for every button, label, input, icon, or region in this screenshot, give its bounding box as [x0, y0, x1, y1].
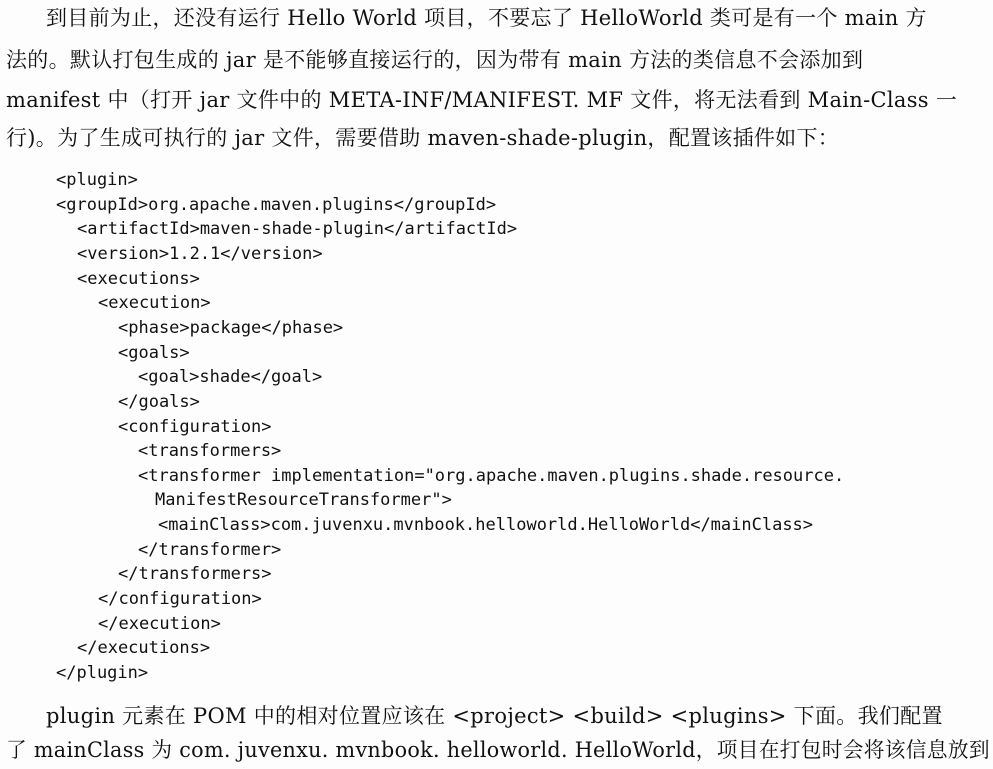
code-line-9: <goal>shade</goal> — [138, 367, 323, 387]
code-line-13: <transformer implementation="org.apache.maven.plugins.shade.resource. — [138, 466, 845, 486]
code-line-2: <groupId>org.apache.maven.plugins</groupId> — [56, 195, 497, 215]
code-line-5: <executions> — [77, 269, 200, 289]
code-line-6: <execution> — [98, 293, 211, 313]
code-line-8: <goals> — [118, 343, 190, 363]
intro-line-4: 行)。为了生成可执行的 jar 文件，需要借助 maven-shade-plugin，配置该插件如下： — [6, 126, 840, 150]
outro-line-1: plugin 元素在 POM 中的相对位置应该在 <project> <build> <plugins> 下面。我们配置 — [46, 704, 943, 728]
outro-line-2: 了 mainClass 为 com. juvenxu. mvnbook. helloworld. HelloWorld，项目在打包时会将该信息放到 — [6, 738, 990, 762]
intro-line-3: manifest 中（打开 jar 文件中的 META-INF/MANIFEST. MF 文件，将无法看到 Main-Class 一 — [6, 88, 958, 112]
code-line-17: </transformers> — [118, 564, 272, 584]
intro-line-1: 到目前为止，还没有运行 Hello World 项目，不要忘了 HelloWorld 类可是有一个 main 方 — [46, 6, 927, 30]
code-line-18: </configuration> — [98, 589, 262, 609]
code-line-4: <version>1.2.1</version> — [77, 244, 323, 264]
code-line-15: <mainClass>com.juvenxu.mvnbook.helloworld.HelloWorld</mainClass> — [158, 515, 814, 535]
code-line-20: </executions> — [77, 638, 211, 658]
code-line-7: <phase>package</phase> — [118, 318, 344, 338]
code-line-16: </transformer> — [138, 540, 282, 560]
code-line-21: </plugin> — [56, 663, 149, 683]
code-line-10: </goals> — [118, 392, 200, 412]
code-line-11: <configuration> — [118, 417, 272, 437]
intro-line-2: 法的。默认打包生成的 jar 是不能够直接运行的，因为带有 main 方法的类信息不会添加到 — [6, 48, 864, 72]
code-line-3: <artifactId>maven-shade-plugin</artifactId> — [77, 219, 518, 239]
code-line-1: <plugin> — [56, 170, 138, 190]
code-line-14: ManifestResourceTransformer"> — [155, 490, 452, 510]
code-line-12: <transformers> — [138, 441, 282, 461]
code-line-19: </execution> — [98, 614, 221, 634]
